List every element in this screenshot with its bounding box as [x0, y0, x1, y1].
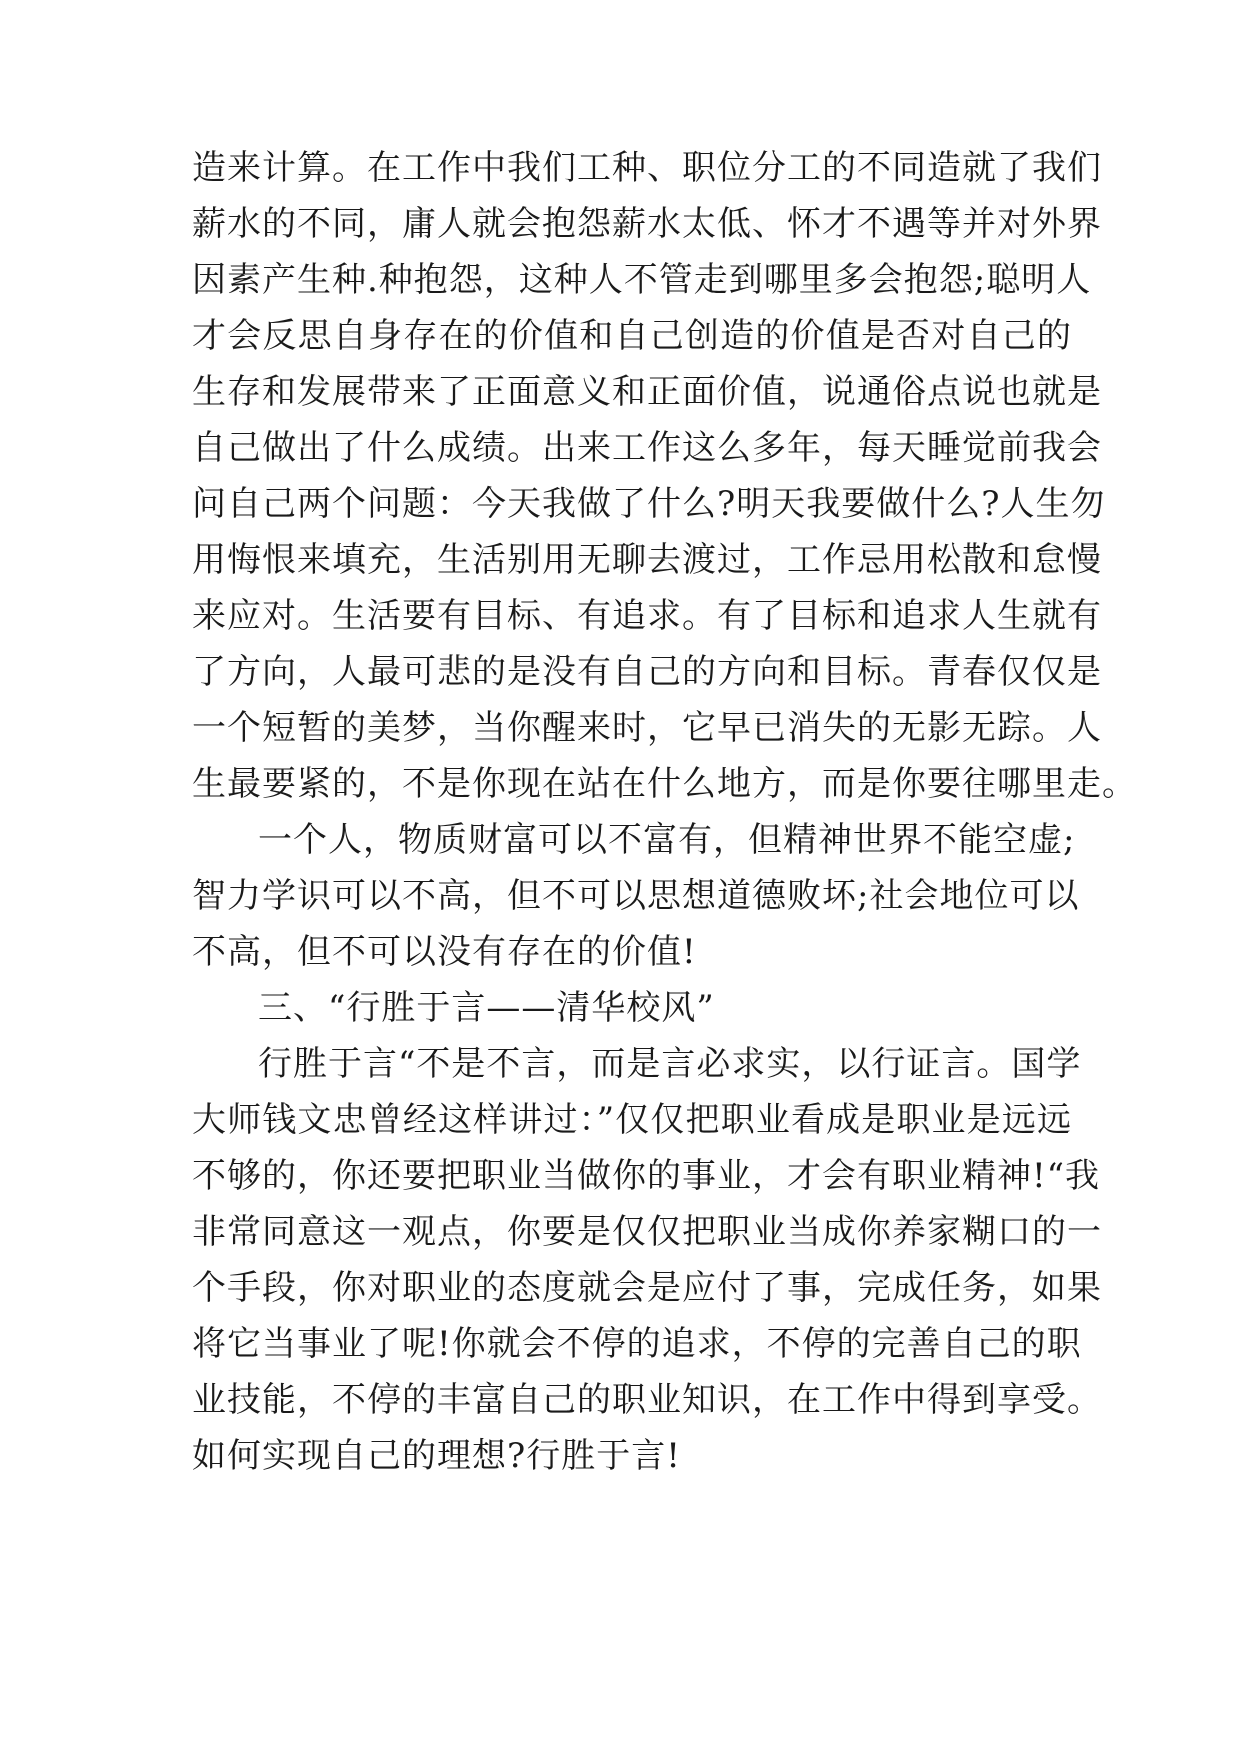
text-line: 生存和发展带来了正面意义和正面价值，说通俗点说也就是 — [192, 372, 1102, 412]
text-line: 了方向，人最可悲的是没有自己的方向和目标。青春仅仅是 — [192, 652, 1102, 692]
text-line: 才会反思自身存在的价值和自己创造的价值是否对自己的 — [192, 316, 1072, 356]
text-line: 智力学识可以不高，但不可以思想道德败坏;社会地位可以 — [192, 876, 1080, 916]
text-line: 如何实现自己的理想?行胜于言! — [192, 1436, 681, 1476]
text-line: 自己做出了什么成绩。出来工作这么多年，每天睡觉前我会 — [192, 428, 1102, 468]
text-line: 用悔恨来填充，生活别用无聊去渡过，工作忌用松散和怠慢 — [192, 540, 1102, 580]
text-line: 大师钱文忠曾经这样讲过：”仅仅把职业看成是职业是远远 — [192, 1100, 1072, 1140]
text-line: 造来计算。在工作中我们工种、职位分工的不同造就了我们 — [192, 148, 1102, 188]
section-heading: 三、“行胜于言——清华校风” — [258, 988, 715, 1028]
text-line: 个手段，你对职业的态度就会是应付了事，完成任务，如果 — [192, 1268, 1102, 1308]
text-line: 来应对。生活要有目标、有追求。有了目标和追求人生就有 — [192, 596, 1102, 636]
text-line: 业技能，不停的丰富自己的职业知识，在工作中得到享受。 — [192, 1380, 1102, 1420]
text-line: 生最要紧的，不是你现在站在什么地方，而是你要往哪里走。 — [192, 764, 1137, 804]
text-line: 问自己两个问题：今天我做了什么?明天我要做什么?人生勿 — [192, 484, 1106, 524]
text-line: 因素产生种.种抱怨，这种人不管走到哪里多会抱怨;聪明人 — [192, 260, 1092, 300]
text-line: 将它当事业了呢!你就会不停的追求，不停的完善自己的职 — [192, 1324, 1082, 1364]
text-line: 不够的，你还要把职业当做你的事业，才会有职业精神!“我 — [192, 1156, 1101, 1196]
text-line: 薪水的不同，庸人就会抱怨薪水太低、怀才不遇等并对外界 — [192, 204, 1102, 244]
text-line: 非常同意这一观点，你要是仅仅把职业当成你养家糊口的一 — [192, 1212, 1102, 1252]
text-line: 一个短暂的美梦，当你醒来时，它早已消失的无影无踪。人 — [192, 708, 1102, 748]
text-line: 行胜于言“不是不言，而是言必求实，以行证言。国学 — [258, 1044, 1082, 1084]
text-line: 一个人，物质财富可以不富有，但精神世界不能空虚; — [258, 820, 1076, 860]
text-line: 不高，但不可以没有存在的价值! — [192, 932, 697, 972]
